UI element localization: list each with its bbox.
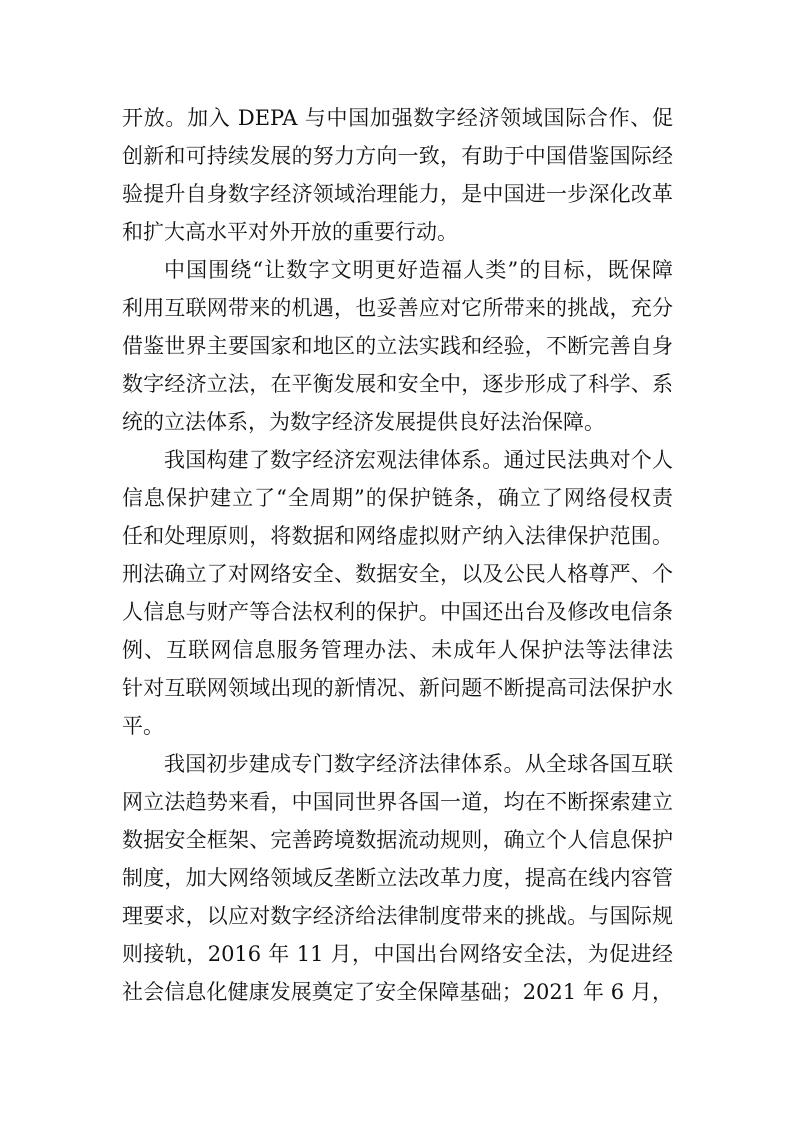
text-line: 平。 — [122, 714, 164, 738]
text-line: 制度，加大网络领域反垄断立法改革力度，提高在线内容管 — [122, 866, 673, 890]
text-line: 针对互联网领域出现的新情况、新问题不断提高司法保护水 — [122, 676, 673, 700]
text-line: 利用互联网带来的机遇，也妥善应对它所带来的挑战，充分 — [122, 296, 673, 320]
document-page — [122, 99, 673, 1011]
text-line: 创新和可持续发展的努力方向一致，有助于中国借鉴国际经 — [122, 144, 673, 168]
text-line: 数据安全框架、完善跨境数据流动规则，确立个人信息保护 — [122, 828, 673, 852]
paragraph — [122, 99, 673, 251]
text-line: 则接轨，2016 年 11 月，中国出台网络安全法，为促进经 — [122, 942, 673, 966]
text-line: 例、互联网信息服务管理办法、未成年人保护法等法律法 — [122, 638, 673, 662]
text-line: 数字经济立法，在平衡发展和安全中，逐步形成了科学、系 — [122, 372, 673, 396]
text-line: 借鉴世界主要国家和地区的立法实践和经验，不断完善自身 — [122, 334, 673, 358]
text-line: 我国构建了数字经济宏观法律体系。通过民法典对个人 — [164, 448, 673, 472]
text-line: 人信息与财产等合法权利的保护。中国还出台及修改电信条 — [122, 600, 673, 624]
paragraph — [122, 745, 673, 1011]
text-line: 验提升自身数字经济领域治理能力，是中国进一步深化改革 — [122, 182, 673, 206]
text-line: 信息保护建立了“全周期”的保护链条，确立了网络侵权责 — [122, 486, 673, 510]
paragraph — [122, 441, 673, 745]
text-line: 统的立法体系，为数字经济发展提供良好法治保障。 — [122, 410, 605, 434]
paragraph — [122, 251, 673, 441]
text-line: 和扩大高水平对外开放的重要行动。 — [122, 220, 458, 244]
text-line: 任和处理原则，将数据和网络虚拟财产纳入法律保护范围。 — [122, 524, 673, 548]
text-line: 理要求，以应对数字经济给法律制度带来的挑战。与国际规 — [122, 904, 673, 928]
text-line: 开放。加入 DEPA 与中国加强数字经济领域国际合作、促 — [122, 106, 673, 130]
text-line: 中国围绕“让数字文明更好造福人类”的目标，既保障 — [164, 258, 673, 282]
text-line: 刑法确立了对网络安全、数据安全，以及公民人格尊严、个 — [122, 562, 673, 586]
text-line: 我国初步建成专门数字经济法律体系。从全球各国互联 — [164, 752, 673, 776]
text-line: 网立法趋势来看，中国同世界各国一道，均在不断探索建立 — [122, 790, 673, 814]
text-line: 社会信息化健康发展奠定了安全保障基础；2021 年 6 月， — [122, 980, 673, 1004]
